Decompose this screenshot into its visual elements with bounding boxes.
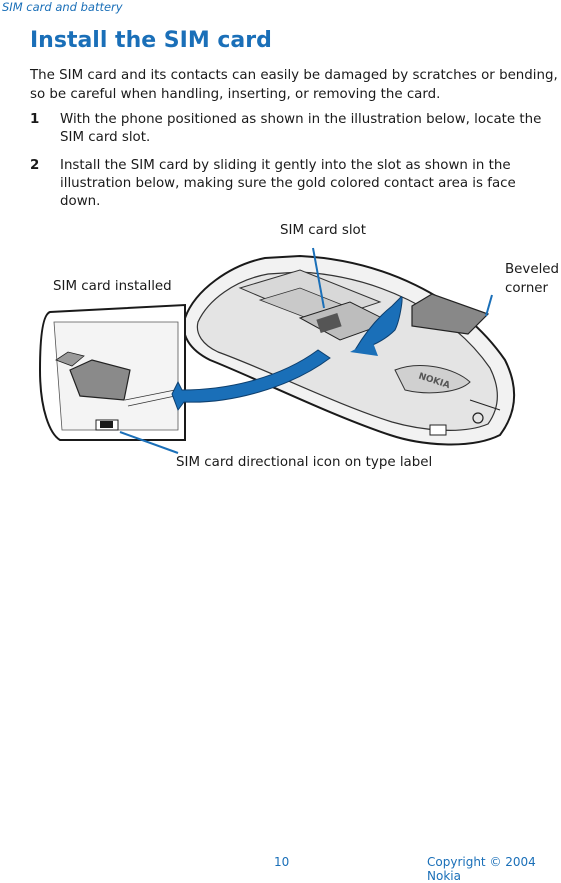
step-text: Install the SIM card by sliding it gently into the slot as shown in the illustration below, making sure the gold colored contact area is face down.: [60, 158, 516, 209]
callout-directional-icon: SIM card directional icon on type label: [176, 455, 433, 470]
sim-install-illustration: [0, 210, 561, 480]
callout-beveled: Beveled: [505, 262, 560, 277]
step-number: 2: [30, 158, 40, 173]
step-1: [30, 111, 560, 147]
step-text: With the phone positioned as shown in the illustration below, locate the SIM card slot.: [60, 112, 542, 145]
copyright: Copyright © 2004 Nokia: [427, 855, 536, 883]
step-number: 1: [30, 112, 40, 127]
page-number: 10: [274, 855, 290, 869]
running-header: SIM card and battery: [2, 0, 123, 14]
page-title: Install the SIM card: [30, 28, 272, 53]
phone-illustration: [0, 210, 561, 480]
callout-sim-card-slot: SIM card slot: [280, 223, 366, 238]
phone-brand-text: NOKIA: [417, 371, 452, 392]
step-2: [30, 157, 560, 211]
callout-corner: corner: [505, 281, 549, 296]
intro-paragraph: The SIM card and its contacts can easily be damaged by scratches or bending, so be careful when handling, inserting, or removing the card.: [30, 68, 558, 102]
callout-sim-card-installed: SIM card installed: [53, 279, 172, 294]
